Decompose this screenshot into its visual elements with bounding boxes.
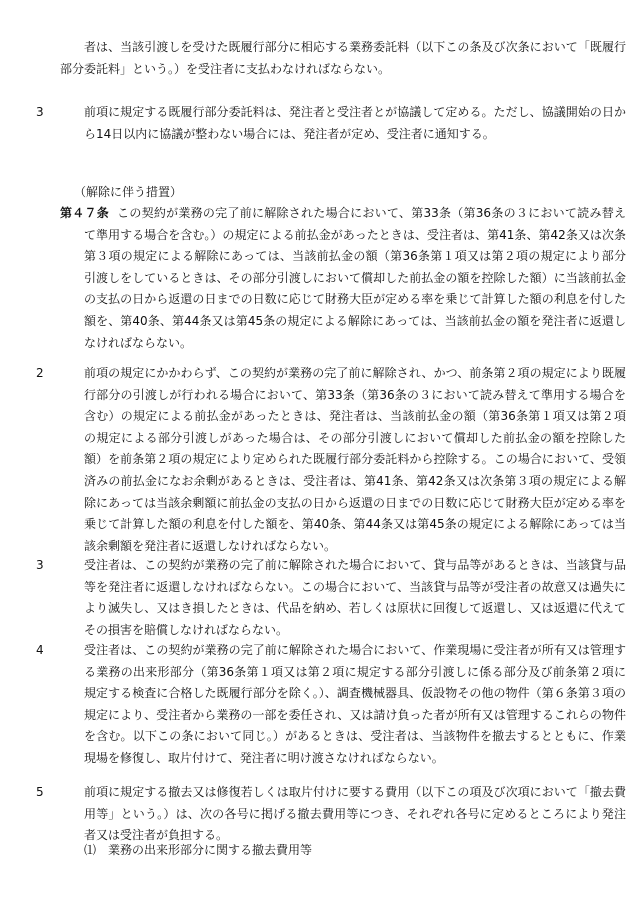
article-47 [60,203,626,354]
item-number: ⑴ [84,843,97,857]
clause-number: 2 [36,366,44,380]
clause-2-paragraph [36,363,626,557]
clause-number: 5 [36,785,44,799]
clause-text: 受注者は、この契約が業務の完了前に解除された場合において、作業現場に受注者が所有又は管理する業務の出来形部分（第36条第１項又は第２項に規定する部分引渡しに係る部分及び前条第２項に規定する検査に合格した既履行部分を除く。）、調査機械器具、仮設物その他の物件（第６条第３項の規定により、受注者から業務の一部を委任され、又は請け負った者が所有又は管理するこれらの物件を含む。以下この条において同じ。）があるときは、受注者は、当該物件を撤去するとともに、作業現場を修復し、取片付けて、発注者に明け渡さなければならない。 [84,643,626,765]
item-text: 業務の出来形部分に関する撤去費用等 [108,843,313,857]
clause-number: 4 [36,643,44,657]
clause-text: 前項の規定にかかわらず、この契約が業務の完了前に解除され、かつ、前条第２項の規定により既履行部分の引渡しが行われる場合において、第33条（第36条の３において読み替えて準用する場合を含む）の規定による前払金があったときは、発注者は、当該前払金の額（第36条第１項又は第２項の規定による部分引渡しがあった場合は、その部分引渡しにおいて償却した前払金の額を控除した額）を前条第２項の規定により定められた既履行部分委託料から控除する。この場合において、受領済みの前払金になお余剰があるときは、受注者は、第41条、第42条又は次条第３項の規定による解除にあっては当該余剰額に前払金の支払の日から返還の日までの日数に応じて財務大臣が定める率を乗じて計算した額の利息を付した額を、第40条、第44条又は第45条の規定による解除にあっては当該余剰額を発注者に返還しなければならない。 [84,366,626,553]
clause-text: 受注者は、この契約が業務の完了前に解除された場合において、貸与品等があるときは、当該貸与品等を発注者に返還しなければならない。この場合において、当該貸与品等が受注者の故意又は過失により滅失し、又はき損したときは、代品を納め、若しくは原状に回復して返還し、又は返還に代えてその損害を賠償しなければならない。 [84,558,626,637]
clause-text: 前項に規定する既履行部分委託料は、発注者と受注者とが協議して定める。ただし、協議開始の日から14日以内に協議が整わない場合には、発注者が定め、受注者に通知する。 [84,105,626,141]
clause-4-paragraph [36,640,626,770]
clause-number: 3 [36,558,44,572]
continuation-paragraph [60,37,626,80]
item-1-paragraph [84,840,626,862]
clause-number: 3 [36,105,44,119]
clause-text: 前項に規定する撤去又は修復若しくは取片付けに要する費用（以下この項及び次項において「撤去費用等」という。）は、次の各号に掲げる撤去費用等につき、それぞれ各号に定めるところにより発注者又は受注者が負担する。 [84,785,626,843]
clause-3-paragraph [36,102,626,145]
clause-5-paragraph [36,782,626,847]
clause-3b-paragraph [36,555,626,641]
continuation-text: 者は、当該引渡しを受けた既履行部分に相応する業務委託料（以下この条及び次条において「既履行部分委託料」という。）を受注者に支払わなければならない。 [60,40,626,76]
article-text: この契約が業務の完了前に解除された場合において、第33条（第36条の３において読み替えて準用する場合を含む。）の規定による前払金があったときは、受注者は、第41条、第42条又は次条第３項の規定による解除にあっては、当該前払金の額（第36条第１項又は第２項の規定により部分引渡しをしているときは、その部分引渡しにおいて償却した前払金の額を控除した額）に当該前払金の支払の日から返還の日までの日数に応じて財務大臣が定める率を乗じて計算した額の利息を付した額を、第40条、第44条又は第45条の規定による解除にあっては、当該前払金の額を発注者に返還しなければならない。 [84,206,626,350]
article-number: 第４７条 [60,206,110,220]
section-heading: （解除に伴う措置） [74,185,183,199]
